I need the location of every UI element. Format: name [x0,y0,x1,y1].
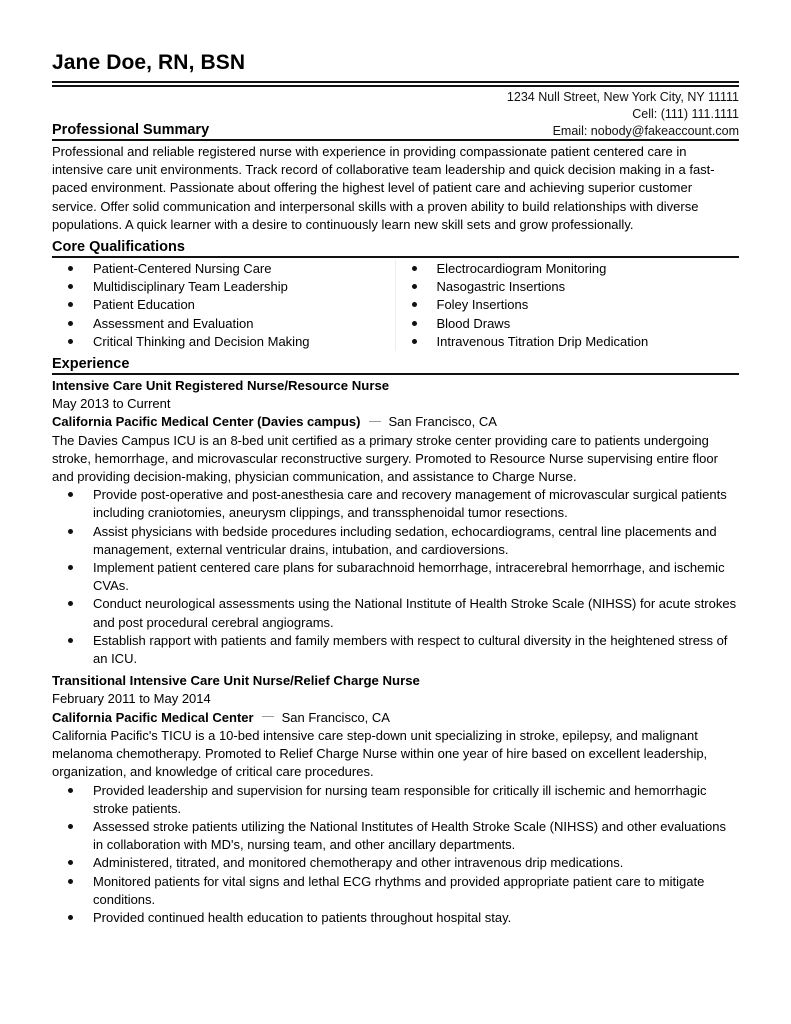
qualification-item: Patient Education [52,296,395,314]
contact-address: 1234 Null Street, New York City, NY 11111 [506,90,739,104]
job-bullet: Establish rapport with patients and family members with respect to cultural diversity in the heightened stress of an ICU. [52,632,739,668]
experience-heading: Experience [52,356,130,373]
contact-info [507,89,739,140]
job-location: San Francisco, CA [281,709,390,725]
job-location: San Francisco, CA [388,414,497,430]
job-dates: May 2013 to Current [52,396,171,412]
job-bullet: Assessed stroke patients utilizing the National Institutes of Health Stroke Scale (NIHSS) and other evaluations in collaboration with MD's, nursing team, and other ancillary departments. [52,818,739,854]
qualification-item: Critical Thinking and Decision Making [52,333,395,351]
job-employer-line [52,709,739,727]
qualifications-list [52,260,739,351]
qualification-item: Electrocardiogram Monitoring [396,260,740,278]
summary-text: Professional and reliable registered nurse with experience in providing compassionate patient centered care in intensive care unit environments. Track record of collaborative team leadership and quick decision making in a fast-paced environment. Passionate about offering the highest level of patient care and achieving superior customer service. Offer solid communication and interpersonal skills with a proven ability to build relationships with diverse populations. A quick learner with a desire to continuously learn new skill sets and grow professionally. [52,144,715,232]
qualifications-right-column [396,260,740,351]
qualification-item: Assessment and Evaluation [52,315,395,333]
job-employer: California Pacific Medical Center [52,709,254,725]
qualification-item: Nasogastric Insertions [396,278,740,296]
header-row [52,87,739,139]
qualifications-rule [52,256,739,258]
qualification-item: Patient-Centered Nursing Care [52,260,395,278]
job-bullets [52,782,739,928]
job-bullet: Monitored patients for vital signs and lethal ECG rhythms and provided appropriate patient care to mitigate conditions. [52,873,739,909]
qualification-item: Multidisciplinary Team Leadership [52,278,395,296]
job-bullet: Provided leadership and supervision for nursing team responsible for critically ill ischemic and hemorrhagic stroke patients. [52,782,739,818]
qualifications-left-column [52,260,396,351]
job-bullet: Assist physicians with bedside procedures including sedation, echocardiograms, central line placements and management, external ventricular drains, intubation, and cardioversions. [52,523,739,559]
candidate-name: Jane Doe, RN, BSN [52,51,246,74]
dash-separator [369,421,381,422]
qualifications-heading: Core Qualifications [52,239,185,256]
job-bullets [52,486,739,668]
contact-cell: Cell: (111) 111.1111 [632,107,739,121]
job-bullet: Conduct neurological assessments using the National Institute of Health Stroke Scale (NIHSS) for acute strokes and post procedural cerebral angiograms. [52,595,739,631]
qualification-item: Intravenous Titration Drip Medication [396,333,740,351]
job-description: California Pacific's TICU is a 10-bed intensive care step-down unit specializing in stroke, epilepsy, and malignant melanoma chemotherapy. Promoted to Relief Charge Nurse within one year of hire based on excellent leadership, organization, and knowledge of critical care procedures. [52,727,708,780]
job-entry [52,377,739,668]
job-bullet: Provide post-operative and post-anesthesia care and recovery management of microvascular surgical patients including craniotomies, aneurysm clippings, and transsphenoidal tumor resections. [52,486,739,522]
job-bullet: Provided continued health education to patients throughout hospital stay. [52,909,739,927]
job-dates: February 2011 to May 2014 [52,691,211,707]
job-bullet: Implement patient centered care plans for subarachnoid hemorrhage, intracerebral hemorrhage, and ischemic CVAs. [52,559,739,595]
job-employer: California Pacific Medical Center (Davies campus) [52,414,361,430]
dash-separator [262,716,274,717]
job-description: The Davies Campus ICU is an 8-bed unit certified as a primary stroke center providing care to patients undergoing stroke, hemorrhage, and microvascular reconstructive surgery. Promoted to Resource Nurse supervising entire floor and providing decision-making, physician communication, and assistance to Charge Nurse. [52,432,718,485]
job-bullet: Administered, titrated, and monitored chemotherapy and other intravenous drip medications. [52,854,739,872]
experience-rule [52,373,739,375]
job-title: Transitional Intensive Care Unit Nurse/Relief Charge Nurse [52,673,420,689]
qualification-item: Blood Draws [396,315,740,333]
job-title: Intensive Care Unit Registered Nurse/Resource Nurse [52,378,390,394]
summary-heading: Professional Summary [52,122,210,138]
qualification-item: Foley Insertions [396,296,740,314]
job-entry [52,672,739,927]
contact-email: Email: nobody@fakeaccount.com [552,124,739,138]
resume-page [52,50,739,927]
job-employer-line [52,413,739,431]
